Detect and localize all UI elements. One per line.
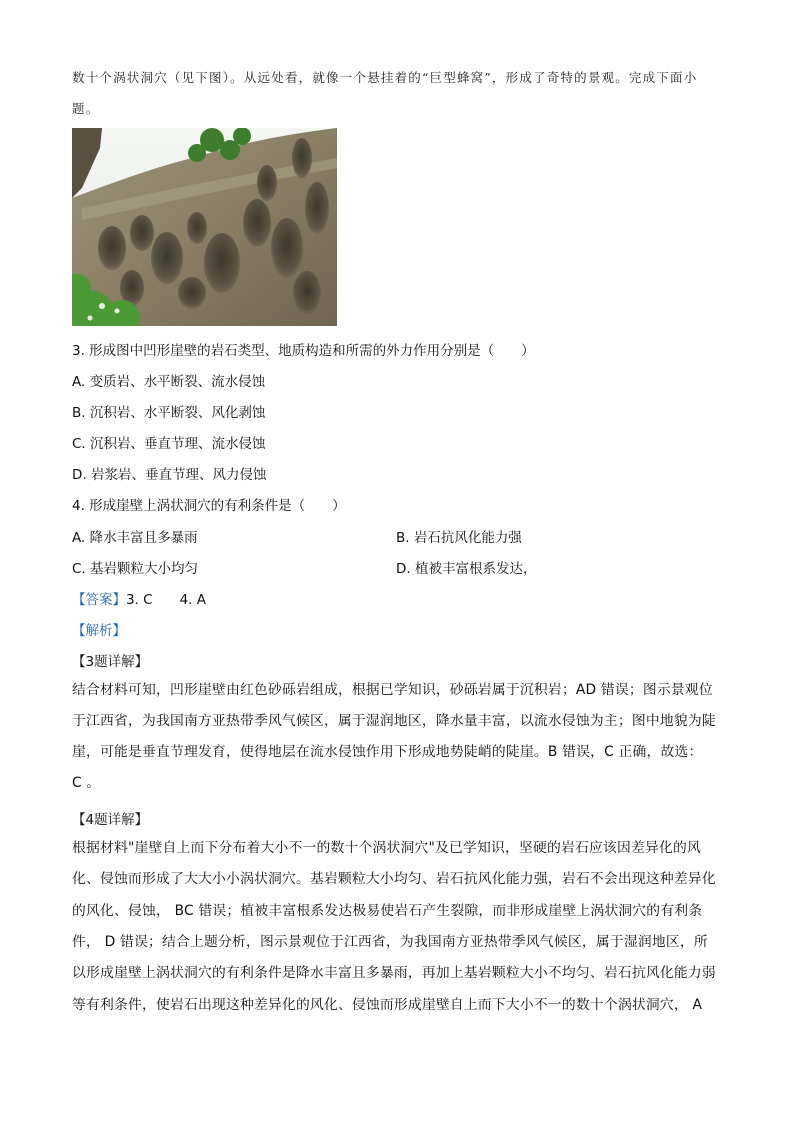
answer-text: 3. C 4. A <box>126 592 207 608</box>
question-4-stem: 4. 形成崖壁上涡状洞穴的有利条件是（ ） <box>72 498 346 514</box>
question-3-stem: 3. 形成图中凹形崖壁的岩石类型、地质构造和所需的外力作用分别是（ ） <box>72 343 535 359</box>
cliff-photo <box>72 128 337 326</box>
detail-4-line-1: 根据材料"崖壁自上而下分布着大小不一的数十个涡状洞穴"及已学知识，坚硬的岩石应该因差异化的风 <box>72 840 701 856</box>
q4-option-c: C. 基岩颗粒大小均匀 <box>72 561 199 577</box>
q4-option-a: A. 降水丰富且多暴雨 <box>72 530 198 546</box>
q3-option-d: D. 岩浆岩、垂直节理、风力侵蚀 <box>72 467 267 483</box>
detail-3-line-1: 结合材料可知，凹形崖壁由红色砂砾岩组成，根据已学知识，砂砾岩属于沉积岩；AD 错误；图示景观位 <box>72 682 713 698</box>
detail-3-line-4: C 。 <box>72 775 101 791</box>
intro-line-1: 数十个涡状洞穴（见下图）。从远处看，就像一个悬挂着的“巨型蜂窝”，形成了奇特的景观。完成下面小 <box>72 70 698 85</box>
detail-4-line-6: 等有利条件，使岩石出现这种差异化的风化、侵蚀而形成崖壁自上而下大小不一的数十个涡状洞穴， A <box>72 997 703 1013</box>
detail-3-tag: 【3题详解】 <box>72 654 149 670</box>
detail-4-line-4: 件， D 错误；结合上题分析，图示景观位于江西省，为我国南方亚热带季风气候区，属于湿润地区，所 <box>72 934 708 950</box>
detail-4-line-5: 以形成崖壁上涡状洞穴的有利条件是降水丰富且多暴雨，再加上基岩颗粒大小不均匀、岩石抗风化能力弱 <box>72 965 716 981</box>
q3-option-b: B. 沉积岩、水平断裂、风化剥蚀 <box>72 405 266 421</box>
q3-option-c: C. 沉积岩、垂直节理、流水侵蚀 <box>72 436 266 452</box>
detail-3-line-3: 崖，可能是垂直节理发育，使得地层在流水侵蚀作用下形成地势陡峭的陡崖。B 错误，C 正确，故选： <box>72 744 703 760</box>
detail-3-line-2: 于江西省，为我国南方亚热带季风气候区，属于湿润地区，降水量丰富，以流水侵蚀为主；图中地貌为陡 <box>72 713 716 729</box>
q4-option-d: D. 植被丰富根系发达， <box>396 561 537 577</box>
detail-4-line-2: 化、侵蚀而形成了大大小小涡状洞穴。基岩颗粒大小均匀、岩石抗风化能力强，岩石不会出现这种差异化 <box>72 871 716 887</box>
q4-option-b: B. 岩石抗风化能力强 <box>396 530 522 546</box>
intro-line-2: 题。 <box>72 101 100 116</box>
answer-tag: 【答案】 <box>72 592 126 608</box>
q3-option-a: A. 变质岩、水平断裂、流水侵蚀 <box>72 374 266 390</box>
answer-line <box>72 588 206 608</box>
detail-4-line-3: 的风化、侵蚀， BC 错误；植被丰富根系发达极易使岩石产生裂隙，而非形成崖壁上涡状洞穴的有利条 <box>72 903 703 919</box>
detail-4-tag: 【4题详解】 <box>72 812 149 828</box>
analysis-tag: 【解析】 <box>72 623 126 639</box>
